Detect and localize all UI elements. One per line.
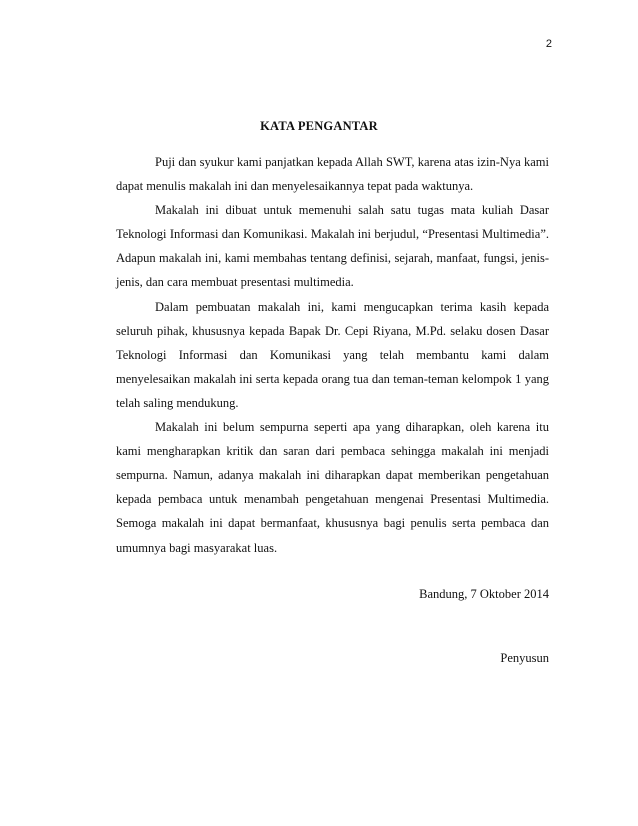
page-number: 2	[545, 38, 552, 50]
preface-body	[116, 150, 549, 560]
place-date: Bandung, 7 Oktober 2014	[419, 587, 549, 601]
paragraph-1: Puji dan syukur kami panjatkan kepada Allah SWT, karena atas izin-Nya kami dapat menulis makalah ini dan menyelesaikannya tepat pada waktunya.	[116, 155, 549, 194]
page-title: KATA PENGANTAR	[260, 119, 378, 133]
paragraph-4: Makalah ini belum sempurna seperti apa yang diharapkan, oleh karena itu kami mengharapkan kritik dan saran dari pembaca sehingga makalah ini menjadi sempurna. Namun, adanya makalah ini diharapkan dapat memberikan pengetahuan kepada pembaca untuk menambah pengetahuan mengenai Presentasi Multimedia. Semoga makalah ini dapat bermanfaat, khususnya bagi penulis serta pembaca dan umumnya bagi masyarakat luas.	[116, 420, 549, 555]
signer: Penyusun	[500, 651, 549, 665]
paragraph-2: Makalah ini dibuat untuk memenuhi salah satu tugas mata kuliah Dasar Teknologi Informasi dan Komunikasi. Makalah ini berjudul, “Presentasi Multimedia”. Adapun makalah ini, kami membahas tentang definisi, sejarah, manfaat, fungsi, jenis-jenis, dan cara membuat presentasi multimedia.	[116, 203, 549, 290]
paragraph-3: Dalam pembuatan makalah ini, kami mengucapkan terima kasih kepada seluruh pihak, khususnya kepada Bapak Dr. Cepi Riyana, M.Pd. selaku dosen Dasar Teknologi Informasi dan Komunikasi yang telah membantu kami dalam menyelesaikan makalah ini serta kepada orang tua dan teman-teman kelompok 1 yang telah saling mendukung.	[116, 299, 549, 410]
